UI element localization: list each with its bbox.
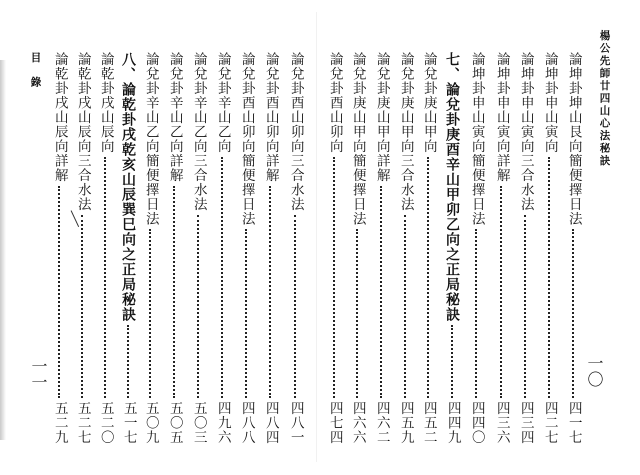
page-number-right: 一〇 xyxy=(585,355,604,387)
toc-entry-page: 四七四 xyxy=(326,400,343,444)
dot-leader xyxy=(404,215,406,398)
toc-entry-right-8 xyxy=(397,52,413,444)
dot-leader xyxy=(269,186,271,398)
toc-entry-title: 論兌卦庚山甲向三合水法 xyxy=(397,52,414,212)
dot-leader xyxy=(548,157,550,398)
dot-leader xyxy=(572,229,574,398)
toc-entry-page: 五〇九 xyxy=(142,400,159,444)
toc-entry-page: 五二〇 xyxy=(97,400,114,444)
toc-entry-page: 五二九 xyxy=(51,400,68,444)
dot-leader xyxy=(333,157,335,398)
toc-entry-left-9 xyxy=(97,52,113,444)
toc-entry-left-8 xyxy=(120,52,136,444)
toc-entry-title: 論坤卦申山寅向 xyxy=(541,52,558,154)
toc-entry-title: 論兌卦辛山乙向三合水法 xyxy=(190,52,207,212)
dot-leader xyxy=(104,157,106,398)
toc-entry-page: 四三四 xyxy=(517,400,534,444)
dot-leader xyxy=(127,325,129,398)
toc-entry-page: 五二七 xyxy=(74,400,91,444)
toc-entry-right-4 xyxy=(493,52,509,444)
toc-entry-page: 四六二 xyxy=(373,400,390,444)
toc-entry-title: 論兌卦酉山卯向三合水法 xyxy=(287,52,304,212)
toc-entry-page: 四九六 xyxy=(214,400,231,444)
toc-entry-left-5 xyxy=(190,52,206,444)
toc-entry-title: 論兌卦辛山乙向 xyxy=(214,52,231,154)
toc-entry-right-11 xyxy=(326,52,342,444)
toc-entry-title: 論坤卦申山寅向三合水法 xyxy=(517,52,534,212)
dot-leader xyxy=(451,325,453,398)
toc-entry-title: 論乾卦戌山辰向詳解 xyxy=(51,52,68,183)
toc-entry-right-10 xyxy=(349,52,365,444)
dot-leader xyxy=(197,215,199,398)
dot-leader xyxy=(475,229,477,398)
toc-entry-title: 論坤卦申山寅向簡便擇日法 xyxy=(468,52,485,226)
toc-entry-title: 論兌卦酉山卯向詳解 xyxy=(262,52,279,183)
toc-entry-title: 論坤卦坤山艮向簡便擇日法 xyxy=(565,52,582,226)
toc-entry-title: 論兌卦酉山卯向簡便擇日法 xyxy=(238,52,255,226)
page-edge-shadow xyxy=(0,60,6,440)
toc-entry-title: 論兌卦酉山卯向 xyxy=(326,52,343,154)
toc-entry-page: 四八八 xyxy=(238,400,255,444)
dot-leader xyxy=(524,215,526,398)
dot-leader xyxy=(58,186,60,398)
center-gutter xyxy=(316,12,317,462)
dot-leader xyxy=(500,186,502,398)
dot-leader xyxy=(356,229,358,398)
toc-entry-title: 論兌卦庚山甲向簡便擇日法 xyxy=(349,52,366,226)
toc-entry-page: 四八四 xyxy=(262,400,279,444)
toc-entry-title: 論兌卦庚山甲向 xyxy=(420,52,437,154)
toc-entry-left-4 xyxy=(214,52,230,444)
toc-entry-page: 五〇三 xyxy=(190,400,207,444)
toc-entry-right-1 xyxy=(565,52,581,444)
dot-leader xyxy=(380,186,382,398)
toc-entry-page: 四二七 xyxy=(541,400,558,444)
toc-entry-right-9 xyxy=(373,52,389,444)
dot-leader xyxy=(221,157,223,398)
dot-leader xyxy=(427,157,429,398)
dot-leader xyxy=(149,229,151,398)
dot-leader xyxy=(245,229,247,398)
toc-entry-title: 論坤卦申山寅向詳解 xyxy=(493,52,510,183)
page-number-left: 一一 xyxy=(29,358,48,390)
toc-entry-page: 四一七 xyxy=(565,400,582,444)
toc-entry-title: 論兌卦辛山乙向詳解 xyxy=(166,52,183,183)
toc-entry-left-6 xyxy=(166,52,182,444)
toc-entry-page: 四八一 xyxy=(287,400,304,444)
running-header: 楊公先師廿四山心法秘訣 xyxy=(598,30,611,168)
section-label: 目錄 xyxy=(29,52,42,101)
toc-entry-title: 論乾卦戌山辰向三合水法 xyxy=(74,52,91,212)
toc-entry-left-11 xyxy=(51,52,67,444)
toc-entry-left-1 xyxy=(287,52,303,444)
toc-entry-left-10 xyxy=(74,52,90,444)
toc-entry-page: 五一七 xyxy=(120,400,137,444)
toc-entry-left-2 xyxy=(262,52,278,444)
toc-entry-left-3 xyxy=(238,52,254,444)
toc-entry-page: 四四九 xyxy=(444,400,461,444)
toc-entry-left-7 xyxy=(142,52,158,444)
toc-entry-title: 論兌卦辛山乙向簡便擇日法 xyxy=(142,52,159,226)
dot-leader xyxy=(294,215,296,398)
toc-entry-title: 論乾卦戌山辰向 xyxy=(97,52,114,154)
toc-entry-title: 論兌卦庚山甲向詳解 xyxy=(373,52,390,183)
dot-leader xyxy=(81,215,83,398)
toc-entry-page: 四六六 xyxy=(349,400,366,444)
toc-entry-right-6 xyxy=(444,52,460,444)
toc-entry-title: 八、論乾卦戌乾亥山辰巽巳向之正局秘訣 xyxy=(120,52,136,322)
toc-entry-right-7 xyxy=(420,52,436,444)
toc-entry-page: 四五二 xyxy=(420,400,437,444)
toc-entry-right-5 xyxy=(468,52,484,444)
toc-entry-right-2 xyxy=(541,52,557,444)
toc-entry-title: 七、論兌卦庚酉辛山甲卯乙向之正局秘訣 xyxy=(444,52,460,322)
toc-entry-right-3 xyxy=(517,52,533,444)
toc-entry-page: 四五九 xyxy=(397,400,414,444)
toc-entry-page: 四四〇 xyxy=(468,400,485,444)
toc-entry-page: 四三六 xyxy=(493,400,510,444)
toc-entry-page: 五〇五 xyxy=(166,400,183,444)
dot-leader xyxy=(173,186,175,398)
